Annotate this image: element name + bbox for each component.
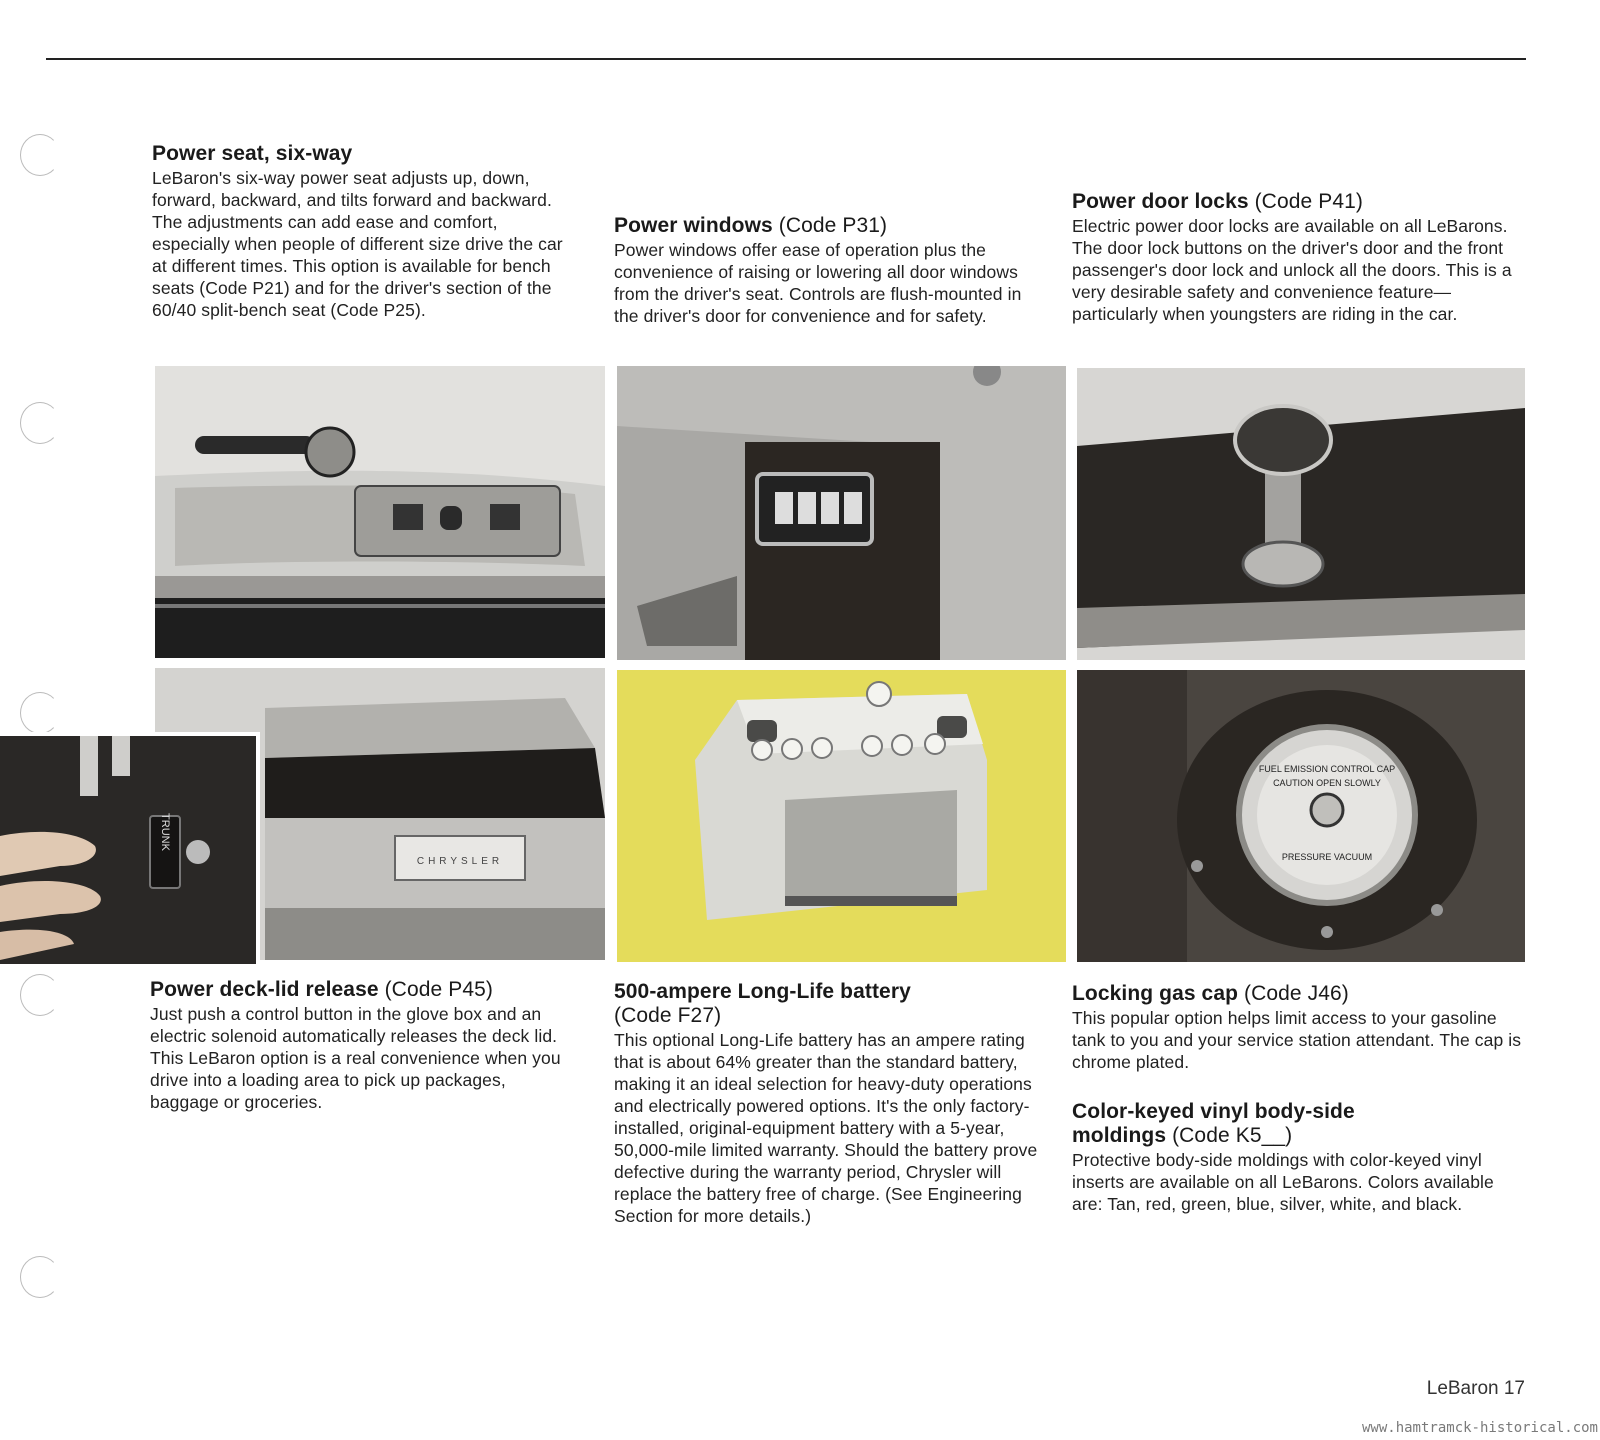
power-door-locks-section [1072, 190, 1522, 325]
battery-section [614, 980, 1044, 1227]
section-heading: Locking gas cap (Code J46) [1072, 982, 1349, 1005]
section-heading: Power windows (Code P31) [614, 214, 888, 237]
section-body: Just push a control button in the glove box and an electric solenoid automatically releases the deck lid. This LeBaron option is a real convenience when you drive into a loading area to pick up packages, baggage or groceries. [150, 1004, 561, 1112]
binder-hole [20, 134, 60, 176]
battery-photo [617, 670, 1066, 962]
section-heading: Color-keyed vinyl body-side moldings (Code K5__) [1072, 1100, 1355, 1147]
section-body: This optional Long-Life battery has an ampere rating that is about 64% greater than the standard battery, making it an ideal selection for heavy-duty operations and electrically powered options. It's the only factory-installed, original-equipment battery with a 5-year, 50,000-mile limited warranty. Should the battery prove defective during the warranty period, Chrysler will replace the battery free of charge. (See Engineering Section for more details.) [614, 1030, 1038, 1226]
section-body: This popular option helps limit access to your gasoline tank to you and your service station attendant. The cap is chrome plated. [1072, 1008, 1522, 1072]
cap-text-bottom: PRESSURE VACUUM [1281, 852, 1373, 862]
binder-hole [20, 692, 60, 734]
section-body: Power windows offer ease of operation plus the convenience of raising or lowering all door windows from the driver's seat. Controls are flush-mounted in the driver's door for convenience and for safety. [614, 240, 1022, 326]
section-heading: Power seat, six-way [152, 142, 353, 165]
trunk-switch-inset [0, 732, 260, 964]
cap-text-mid: CAUTION OPEN SLOWLY [1273, 778, 1381, 788]
watermark: www.hamtramck-historical.com [1361, 1420, 1598, 1436]
top-rule [46, 58, 1526, 60]
power-seat-section [152, 142, 572, 321]
binder-hole [20, 974, 60, 1016]
binder-hole [20, 402, 60, 444]
gas-cap-section [1072, 982, 1522, 1073]
power-windows-section [614, 214, 1044, 327]
power-windows-photo [617, 366, 1066, 660]
section-body: Protective body-side moldings with color-keyed vinyl inserts are available on all LeBarons. Colors available are: Tan, red, green, blue, silver, white, and black. [1072, 1150, 1494, 1214]
section-body: Electric power door locks are available on all LeBarons. The door lock buttons on the driver's door and the front passenger's door lock and unlock all the doors. This is a very desirable safety and convenience feature—particularly when youngsters are riding in the car. [1072, 216, 1512, 324]
body-side-moldings-section [1072, 1100, 1522, 1215]
section-heading: 500-ampere Long-Life battery (Code F27) [614, 980, 911, 1027]
binder-hole [20, 1256, 60, 1298]
gas-cap-photo [1077, 670, 1525, 962]
section-heading: Power door locks (Code P41) [1072, 190, 1363, 213]
section-body: LeBaron's six-way power seat adjusts up, down, forward, backward, and tilts forward and backward. The adjustments can add ease and comfort, especially when people of different size drive the car at different times. This option is available for bench seats (Code P21) and for the driver's section of the 60/40 split-bench seat (Code P25). [152, 168, 563, 320]
cap-text-top: FUEL EMISSION CONTROL CAP [1258, 764, 1396, 774]
power-door-locks-photo [1077, 368, 1525, 660]
trunk-label: TRUNK [159, 813, 171, 851]
page-number: LeBaron 17 [1426, 1378, 1525, 1399]
section-heading: Power deck-lid release (Code P45) [150, 978, 493, 1001]
power-seat-photo [155, 366, 605, 658]
car-badge: CHRYSLER [416, 856, 504, 867]
deck-lid-release-section [150, 978, 570, 1113]
